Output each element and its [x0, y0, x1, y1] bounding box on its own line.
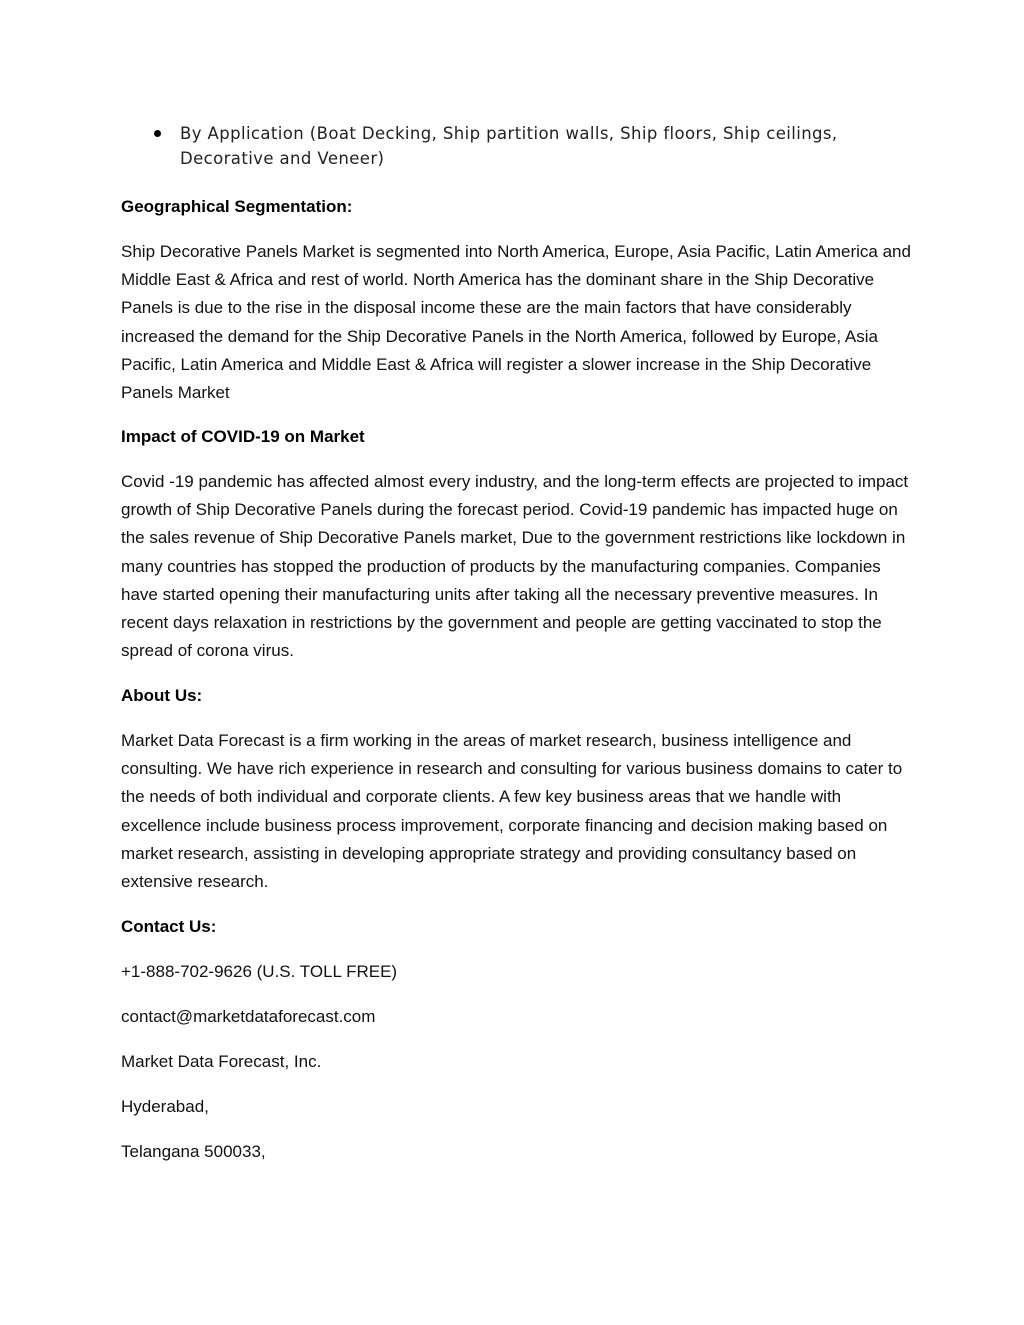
- contact-company: Market Data Forecast, Inc.: [121, 1052, 322, 1071]
- about-us-heading: About Us:: [121, 686, 203, 705]
- about-us-paragraph: Market Data Forecast is a firm working in the areas of market research, business intelligence and consulting. We have rich experience in research and consulting for various business domains to cater to the needs of both individual and corporate clients. A few key business areas that we handle with excellence include business process improvement, corporate financing and decision making based on market research, assisting in developing appropriate strategy and providing consultancy based on extensive research.: [121, 731, 903, 892]
- contact-us-heading: Contact Us:: [121, 917, 217, 936]
- application-bullet-list: [151, 121, 911, 171]
- contact-city: Hyderabad,: [121, 1097, 209, 1116]
- covid-impact-paragraph: Covid -19 pandemic has affected almost every industry, and the long-term effects are projected to impact growth of Ship Decorative Panels during the forecast period. Covid-19 pandemic has impacted huge on the sales revenue of Ship Decorative Panels market, Due to the government restrictions like lockdown in many countries has stopped the production of products by the manufacturing companies. Companies have started opening their manufacturing units after taking all the necessary preventive measures. In recent days relaxation in restrictions by the government and people are getting vaccinated to stop the spread of corona virus.: [121, 472, 909, 661]
- contact-phone: +1-888-702-9626 (U.S. TOLL FREE): [121, 962, 398, 981]
- covid-impact-heading: Impact of COVID-19 on Market: [121, 427, 365, 446]
- bullet-item-text: By Application (Boat Decking, Ship partition walls, Ship floors, Ship ceilings, Decorative and Veneer): [180, 124, 838, 168]
- contact-email: contact@marketdataforecast.com: [121, 1007, 376, 1026]
- geographical-segmentation-paragraph: Ship Decorative Panels Market is segmented into North America, Europe, Asia Pacific, Latin America and Middle East & Africa and rest of world. North America has the dominant share in the Ship Decorative Panels is due to the rise in the disposal income these are the main factors that have considerably increased the demand for the Ship Decorative Panels in the North America, followed by Europe, Asia Pacific, Latin America and Middle East & Africa will register a slower increase in the Ship Decorative Panels Market: [121, 242, 911, 403]
- geographical-segmentation-heading: Geographical Segmentation:: [121, 197, 353, 216]
- contact-state: Telangana 500033,: [121, 1142, 266, 1161]
- bullet-dot-icon: [154, 130, 161, 137]
- bullet-item-application: [151, 121, 911, 171]
